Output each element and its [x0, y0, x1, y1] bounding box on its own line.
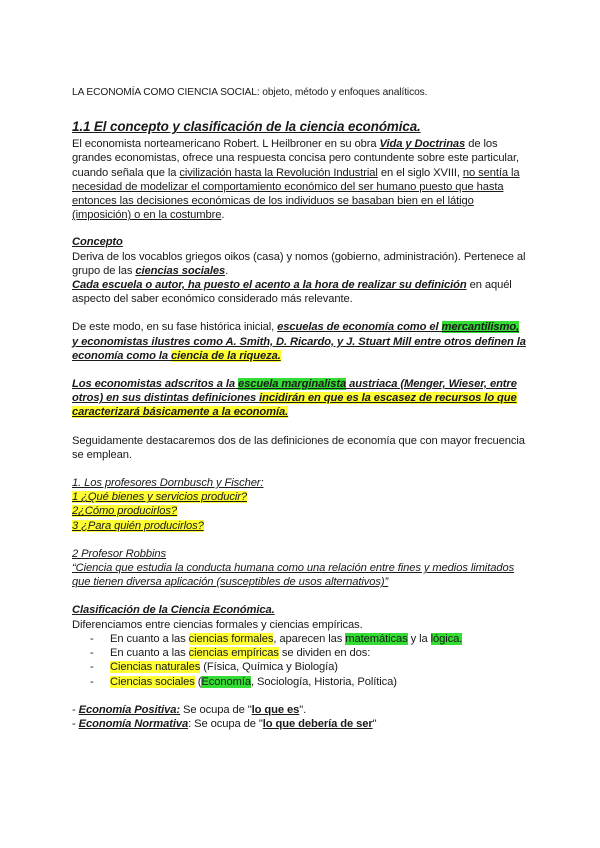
list-item	[96, 646, 527, 660]
question-item	[72, 504, 527, 518]
question-3: 3 ¿Para quién producirlos?	[72, 519, 204, 532]
spacer	[72, 533, 527, 547]
spacer	[72, 689, 527, 703]
robbins-quote: “Ciencia que estudia la conducta humana como una relación entre fines y medios limitados que tienen diversa aplicación (susceptibles de usos alternativos)”	[72, 562, 515, 589]
autor-emphasis: Cada escuela o autor, ha puesto el acento a la hora de realizar su definición	[72, 279, 467, 292]
list-text: , Sociología, Historia, Política)	[250, 675, 397, 688]
question-2: 2¿Cómo producirlos?	[72, 505, 178, 518]
list-text: y la	[407, 632, 431, 645]
economia-positiva-label: Economía Positiva:	[78, 703, 181, 716]
list-text: En cuanto a las	[110, 647, 189, 660]
list-text: (	[194, 675, 202, 688]
list-text: se dividen en dos:	[278, 647, 371, 660]
dash: -	[72, 703, 79, 716]
intro-text: en el siglo XVIII,	[377, 166, 463, 179]
intro-underlined: no sentía la necesidad de modelizar el comportamiento económico del ser humano puesto que hasta entonces las decisiones económicas de los individuos se basaban bien en el látigo (imposición) o en la costumbre	[72, 166, 520, 222]
escuela-marginalista-highlight: escuela marginalista	[238, 378, 347, 391]
logica-highlight: lógica.	[430, 632, 463, 645]
document-page	[72, 86, 527, 731]
clasificacion-list	[72, 632, 527, 689]
economia-highlight: Economía	[201, 675, 251, 688]
mercantilismo-highlight: mercantilismo,	[441, 321, 520, 334]
question-item	[72, 519, 527, 533]
list-text: (Física, Química y Biología)	[200, 661, 338, 674]
ciencias-empiricas-highlight: ciencias empíricas	[188, 647, 279, 660]
clasificacion-heading: Clasificación de la Ciencia Económica.	[72, 604, 275, 617]
economia-positiva-line	[72, 703, 527, 717]
lo-que-deberia: lo que debería de ser	[262, 717, 373, 730]
ciencias-sociales-highlight: Ciencias sociales	[110, 675, 195, 688]
riqueza-highlight: ciencia de la riqueza.	[171, 349, 281, 362]
section-heading: 1.1 El concepto y clasificación de la ciencia económica.	[72, 119, 421, 135]
dornbusch-heading: 1. Los profesores Dornbusch y Fischer:	[72, 477, 264, 490]
document-title: LA ECONOMÍA COMO CIENCIA SOCIAL: objeto, método y enfoques analíticos.	[72, 87, 428, 98]
marginalista-bold: Los economistas adscritos a la	[72, 378, 239, 391]
spacer	[72, 222, 527, 235]
historica-bold: y economistas ilustres como A. Smith, D. Ricardo, y J. Stuart Mill entre otros definen la economía como la	[72, 335, 526, 362]
escasez-highlight: incidirán en que es la escasez de recursos lo que caracterizará básicamente a la economía.	[72, 392, 517, 419]
marginalista-bold: austriaca (Menger, Wieser, entre otros) en sus distintas definiciones	[72, 378, 517, 405]
line-text: : Se ocupa de "	[188, 717, 263, 730]
seguidamente-paragraph: Seguidamente destacaremos dos de las definiciones de economía que con mayor frecuencia se emplean.	[72, 434, 525, 461]
historica-paragraph	[72, 320, 527, 363]
intro-text: El economista norteamericano Robert. L Heilbroner en su obra	[72, 138, 380, 151]
intro-underlined: civilización hasta la Revolución Industrial	[179, 166, 378, 179]
intro-paragraph	[72, 137, 527, 222]
concepto-text: Deriva de los vocablos griegos oikos (casa) y nomos (gobierno, administración). Pertenece al grupo de las	[72, 250, 526, 277]
ciencias-formales-highlight: ciencias formales	[188, 632, 274, 645]
marginalista-paragraph	[72, 377, 527, 420]
clasificacion-intro: Diferenciamos entre ciencias formales y ciencias empíricas.	[72, 618, 363, 631]
concepto-text: .	[225, 264, 229, 277]
intro-text: de los grandes economistas, ofrece una respuesta concisa pero contundente sobre este particular, cuando señala que la	[72, 138, 519, 179]
list-text: En cuanto a las	[110, 632, 189, 645]
spacer	[72, 306, 527, 320]
ciencias-naturales-highlight: Ciencias naturales	[110, 661, 201, 674]
line-text: "	[372, 717, 377, 730]
line-text: Se ocupa de "	[180, 703, 252, 716]
dash: -	[72, 717, 79, 730]
concepto-paragraph	[72, 250, 527, 307]
matematicas-highlight: matemáticas	[345, 632, 408, 645]
line-text: ".	[299, 703, 307, 716]
book-title: Vida y Doctrinas	[379, 138, 466, 151]
concepto-heading: Concepto	[72, 236, 123, 249]
list-text: , aparecen las	[273, 632, 346, 645]
lo-que-es: lo que es	[251, 703, 300, 716]
concepto-text: en aquél aspecto del saber económico considerado más relevante.	[72, 279, 512, 306]
intro-period: .	[221, 209, 225, 222]
list-item	[96, 632, 527, 646]
economia-normativa-label: Economía Normativa	[78, 717, 189, 730]
list-item	[96, 660, 527, 674]
list-item	[96, 675, 527, 689]
spacer	[72, 363, 527, 377]
spacer	[72, 462, 527, 476]
ciencias-sociales-term: ciencias sociales	[135, 264, 226, 277]
robbins-heading: 2 Profesor Robbins	[72, 547, 166, 560]
historica-text: De este modo, en su fase histórica inicial,	[72, 321, 278, 334]
historica-bold: escuelas de economía como el	[277, 321, 442, 334]
economia-normativa-line	[72, 717, 527, 731]
spacer	[72, 420, 527, 434]
spacer	[72, 589, 527, 603]
question-1: 1 ¿Qué bienes y servicios producir?	[72, 491, 247, 504]
question-item	[72, 490, 527, 504]
